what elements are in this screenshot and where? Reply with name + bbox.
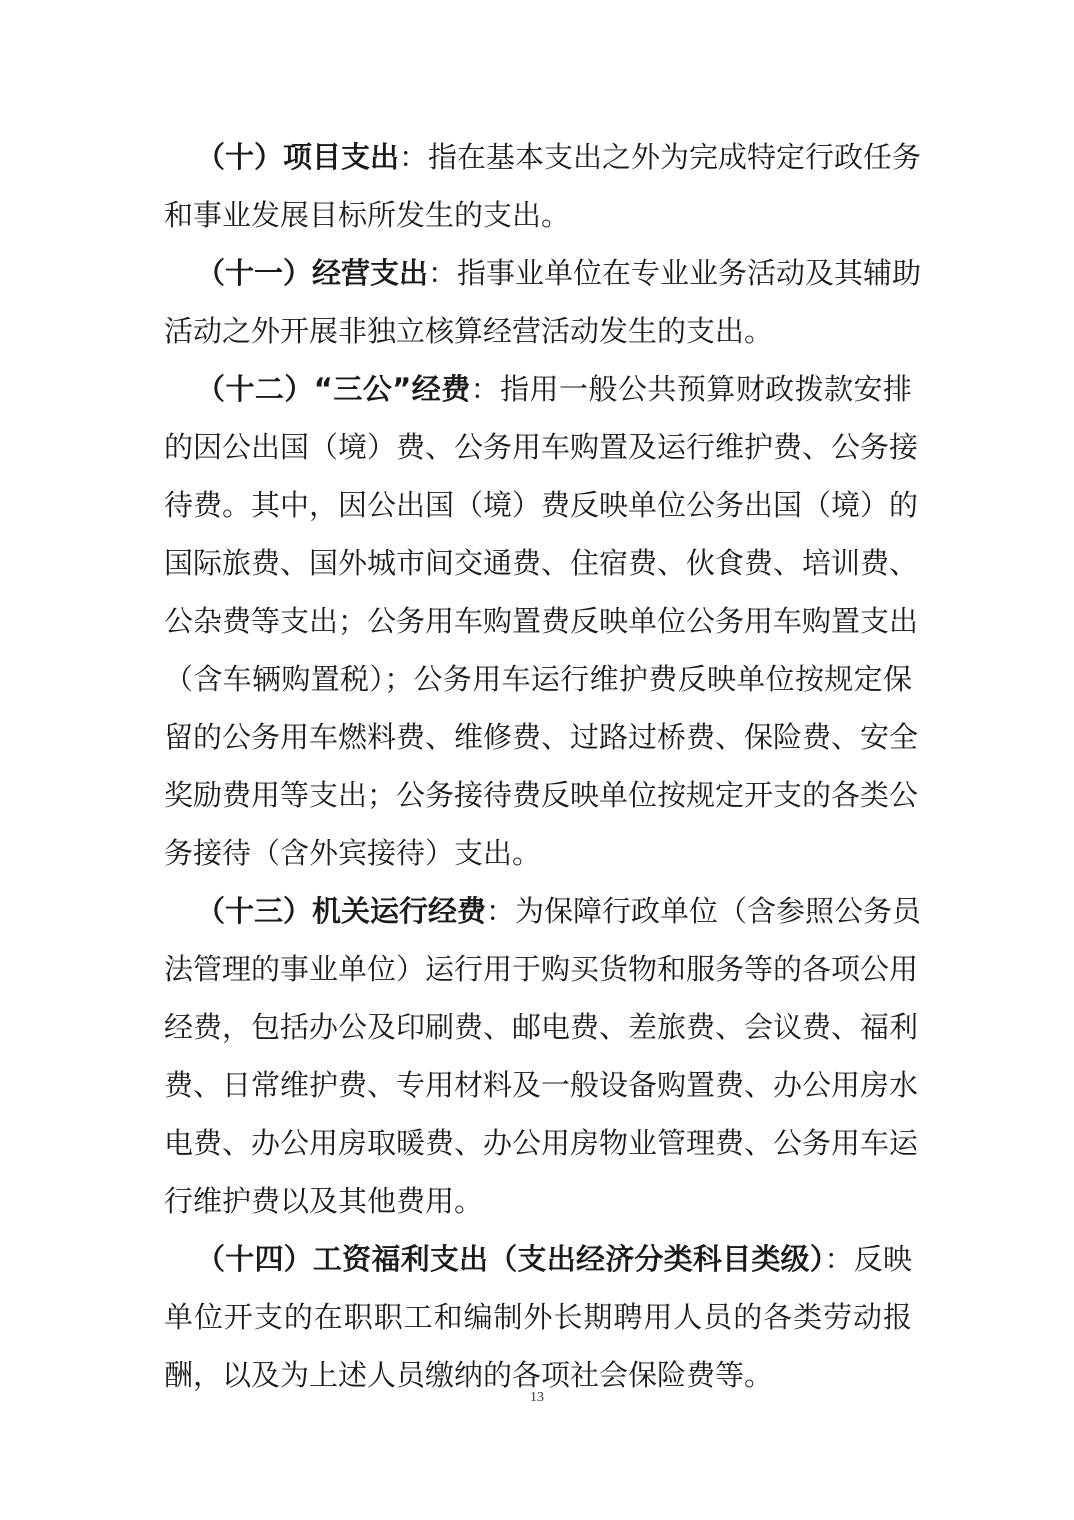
text-line	[164, 360, 912, 418]
line-text: 行维护费以及其他费用。	[164, 1184, 484, 1218]
line-text: 活动之外开展非独立核算经营活动发生的支出。	[164, 314, 774, 348]
line-text: ：指用一般公共预算财政拨款安排	[470, 372, 912, 406]
line-text: 的因公出国（境）费、公务用车购置及运行维护费、公务接	[164, 430, 919, 464]
line-text: 奖励费用等支出；公务接待费反映单位按规定开支的各类公	[164, 778, 919, 812]
text-line	[164, 766, 919, 824]
text-line	[164, 244, 922, 302]
page-number: 13	[530, 1390, 544, 1405]
section-term: （十二）“三公”经费	[196, 372, 471, 406]
line-text: 务接待（含外宾接待）支出。	[164, 836, 542, 870]
text-line	[164, 418, 919, 476]
document-body	[164, 128, 922, 1404]
text-line	[164, 940, 919, 998]
line-text: 酬，以及为上述人员缴纳的各项社会保险费等。	[164, 1358, 774, 1392]
line-text: ：为保障行政单位（含参照公务员	[486, 894, 922, 928]
text-line	[164, 1056, 919, 1114]
text-line	[164, 128, 922, 186]
text-line	[164, 708, 919, 766]
section-term: （十三）机关运行经费	[196, 894, 487, 928]
text-line	[164, 824, 912, 882]
text-line	[164, 650, 912, 708]
line-text: 电费、办公用房取暖费、办公用房物业管理费、公务用车运	[164, 1126, 919, 1160]
line-text: 公杂费等支出；公务用车购置费反映单位公务用车购置支出	[164, 604, 919, 638]
line-text: 和事业发展目标所发生的支出。	[164, 198, 571, 232]
text-line	[164, 592, 919, 650]
line-text: （含车辆购置税）；公务用车运行维护费反映单位按规定保	[164, 662, 912, 696]
text-line	[164, 1172, 912, 1230]
text-line	[164, 1288, 912, 1346]
line-text: 费、日常维护费、专用材料及一般设备购置费、办公用房水	[164, 1068, 919, 1102]
text-line	[164, 186, 912, 244]
line-text: 留的公务用车燃料费、维修费、过路过桥费、保险费、安全	[164, 720, 919, 754]
section-term: （十）项目支出	[196, 140, 400, 174]
text-line	[164, 1230, 912, 1288]
text-line	[164, 476, 919, 534]
line-text: 国际旅费、国外城市间交通费、住宿费、伙食费、培训费、	[164, 546, 919, 580]
section-term: （十四）工资福利支出（支出经济分类科目类级）	[196, 1242, 825, 1276]
text-line	[164, 882, 922, 940]
text-line	[164, 302, 912, 360]
line-text: ：反映	[824, 1242, 912, 1276]
line-text: ：指在基本支出之外为完成特定行政任务	[399, 140, 922, 174]
text-line	[164, 998, 919, 1056]
text-line	[164, 1114, 919, 1172]
line-text: 待费。其中，因公出国（境）费反映单位公务出国（境）的	[164, 488, 919, 522]
text-line	[164, 534, 919, 592]
line-text: 经费，包括办公及印刷费、邮电费、差旅费、会议费、福利	[164, 1010, 919, 1044]
line-text: 法管理的事业单位）运行用于购买货物和服务等的各项公用	[164, 952, 919, 986]
section-term: （十一）经营支出	[196, 256, 429, 290]
line-text: ：指事业单位在专业业务活动及其辅助	[428, 256, 922, 290]
line-text: 单位开支的在职职工和编制外长期聘用人员的各类劳动报	[164, 1300, 912, 1334]
